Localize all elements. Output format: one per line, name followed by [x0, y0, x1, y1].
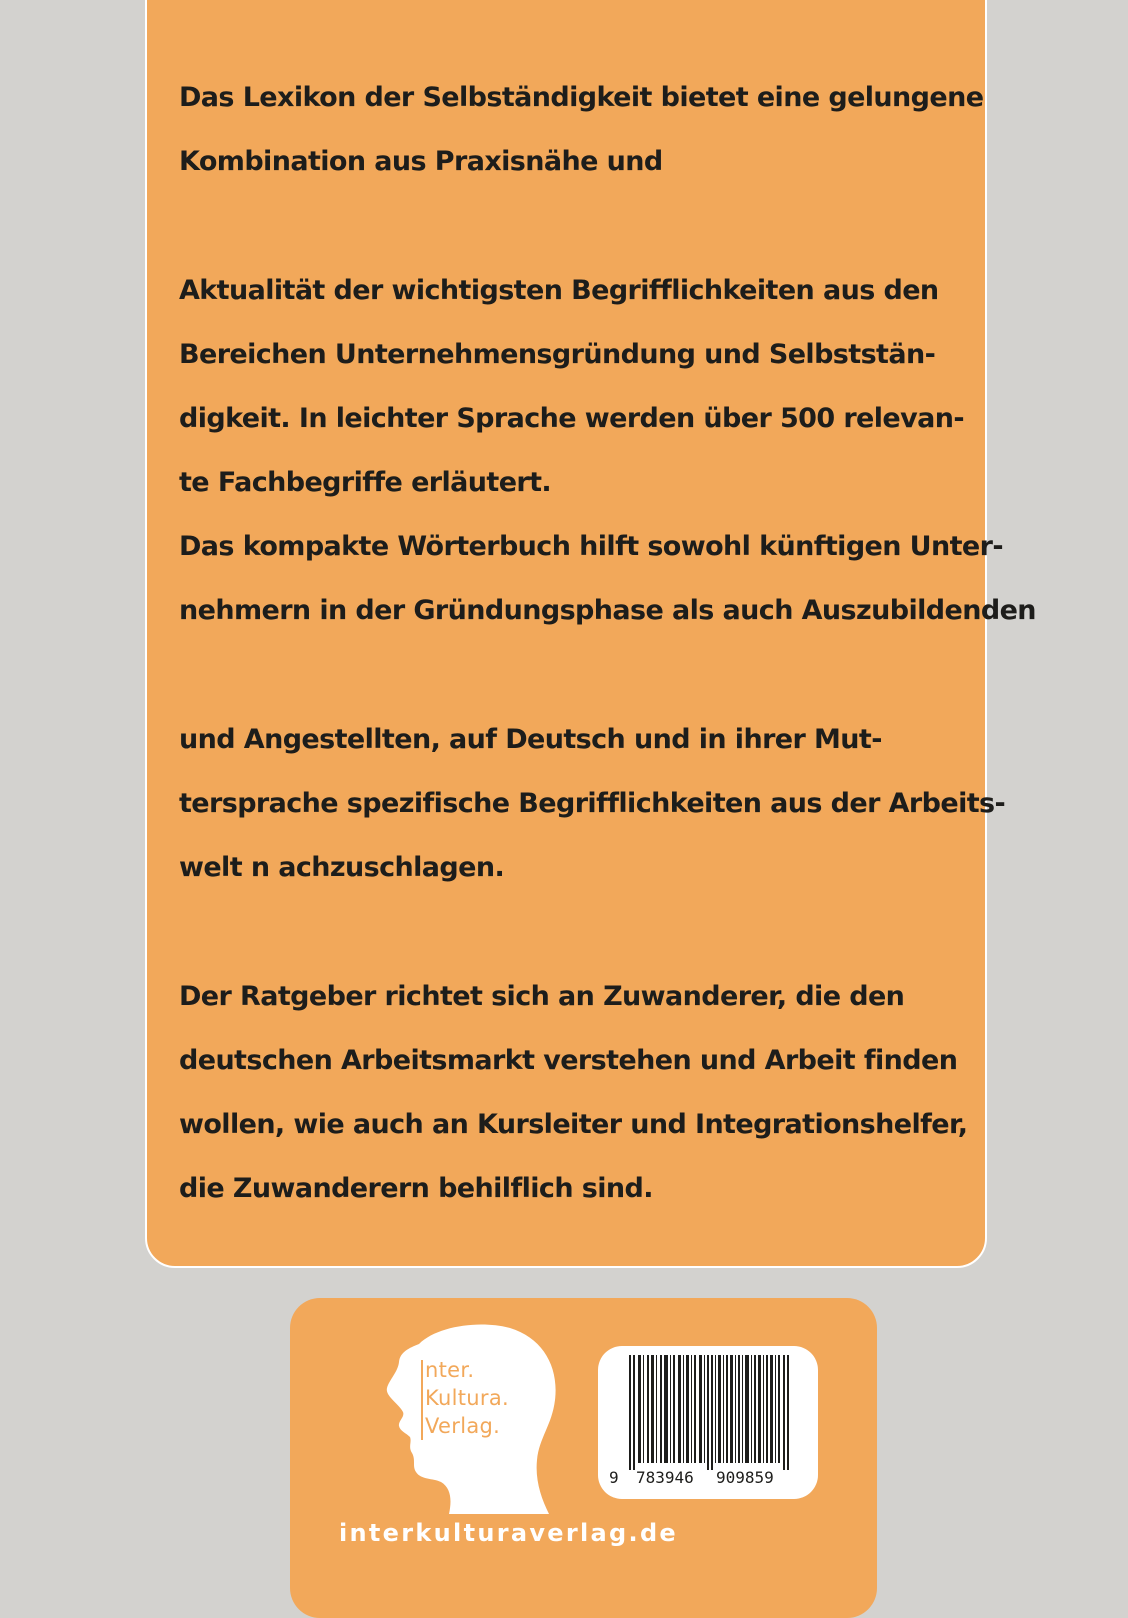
- blurb-line: deutschen Arbeitsmarkt verstehen und Arbeit finden: [179, 1045, 958, 1076]
- blurb-line: Aktualität der wichtigsten Begrifflichkeiten aus den: [179, 275, 939, 306]
- logo-text-line: Kultura.: [425, 1386, 509, 1410]
- blurb-line: welt n achzuschlagen.: [179, 852, 505, 883]
- logo-bar: [421, 1360, 423, 1440]
- logo-text-line: nter.: [425, 1358, 475, 1382]
- blurb-line: und Angestellten, auf Deutsch und in ihrer Mut-: [179, 724, 882, 755]
- blurb-line: Das Lexikon der Selbständigkeit bietet eine gelungene: [179, 82, 984, 113]
- blurb-line: Bereichen Unternehmensgründung und Selbststän-: [179, 339, 936, 370]
- barcode-digits-left: 783946: [636, 1468, 694, 1487]
- barcode-digit-prefix: 9: [609, 1468, 619, 1487]
- blurb-line: Kombination aus Praxisnähe und: [179, 146, 663, 177]
- logo-text-line: Verlag.: [425, 1414, 501, 1438]
- blurb-line: te Fachbegriffe erläutert.: [179, 467, 552, 498]
- blurb-line: die Zuwanderern behilflich sind.: [179, 1173, 653, 1204]
- barcode-digits-right: 909859: [716, 1468, 774, 1487]
- barcode-icon: [629, 1355, 791, 1470]
- blurb-line: nehmern in der Gründungsphase als auch Auszubildenden: [179, 595, 1036, 626]
- blurb-line: tersprache spezifische Begrifflichkeiten aus der Arbeits-: [179, 788, 1006, 819]
- blurb-line: Das kompakte Wörterbuch hilft sowohl künftigen Unter-: [179, 531, 1003, 562]
- blurb-line: Der Ratgeber richtet sich an Zuwanderer, die den: [179, 981, 905, 1012]
- blurb-line: digkeit. In leichter Sprache werden über 500 relevan-: [179, 403, 964, 434]
- blurb-line: wollen, wie auch an Kursleiter und Integrationshelfer,: [179, 1109, 968, 1140]
- publisher-website-link[interactable]: interkulturaverlag.de: [339, 1519, 678, 1547]
